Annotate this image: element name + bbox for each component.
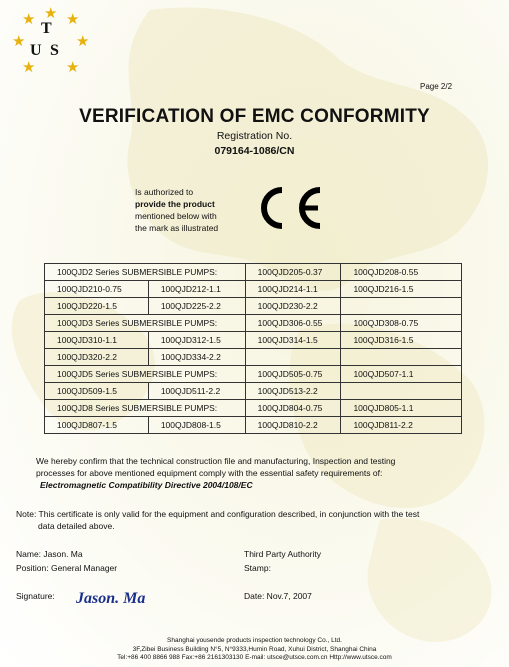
- table-cell: 100QJD807-1.5: [45, 417, 149, 434]
- authorization-line: the mark as illustrated: [135, 223, 219, 233]
- tus-logo: [8, 6, 92, 82]
- table-cell: 100QJD804-0.75: [245, 400, 341, 417]
- footer-address: 3F,Zibei Business Building N°5, N°9333,Humin Road, Xuhui District, Shanghai China: [132, 645, 377, 653]
- table-cell: 100QJD805-1.1: [341, 400, 462, 417]
- authorization-line: mentioned below with: [135, 211, 217, 221]
- certificate-title: VERIFICATION OF EMC CONFORMITY: [79, 106, 430, 127]
- ce-mark-icon: [250, 180, 330, 236]
- directive-reference: Electromagnetic Compatibility Directive 2004/108/EC: [40, 480, 253, 490]
- table-cell: 100QJD505-0.75: [245, 366, 341, 383]
- note-line: Note: This certificate is only valid for the equipment and configuration described, in conjunction with the test: [16, 509, 420, 519]
- product-table: [44, 263, 462, 434]
- table-cell: 100QJD214-1.1: [245, 281, 341, 298]
- table-row: [45, 349, 462, 366]
- authorization-line: Is authorized to: [135, 187, 194, 197]
- table-cell: 100QJD220-1.5: [45, 298, 149, 315]
- table-cell: 100QJD208-0.55: [341, 264, 462, 281]
- page-number: Page 2/2: [420, 82, 453, 91]
- registration-label: Registration No.: [216, 130, 293, 142]
- star-icon: ★: [12, 33, 26, 50]
- authority-label: Third Party Authority: [244, 549, 322, 559]
- table-row: [45, 281, 462, 298]
- table-row: [45, 400, 462, 417]
- confirmation-statement: [36, 455, 456, 491]
- table-cell: 100QJD316-1.5: [341, 332, 462, 349]
- footer-contact: Tel:+86 400 8866 988 Fax:+86 2161303130 E-mail: utsce@utsce.com.cn Http://www.utsce.com: [117, 654, 392, 661]
- table-row: [45, 315, 462, 332]
- table-cell: 100QJD314-1.5: [245, 332, 341, 349]
- logo-letter-s: S: [50, 42, 59, 59]
- table-row: [45, 298, 462, 315]
- logo-letter-u: U: [30, 42, 42, 59]
- issue-date: Date: Nov.7, 2007: [244, 591, 312, 601]
- series-header-cell: 100QJD8 Series SUBMERSIBLE PUMPS:: [45, 400, 246, 417]
- note-line: data detailed above.: [38, 521, 115, 531]
- table-cell: 100QJD225-2.2: [148, 298, 245, 315]
- handwritten-signature: Jason. Ma: [76, 590, 146, 607]
- star-icon: ★: [76, 33, 90, 50]
- table-row: [45, 366, 462, 383]
- table-cell: 100QJD811-2.2: [341, 417, 462, 434]
- table-cell: 100QJD312-1.5: [148, 332, 245, 349]
- signature-label: Signature:: [16, 591, 55, 601]
- table-row: [45, 417, 462, 434]
- table-cell: 100QJD320-2.2: [45, 349, 149, 366]
- star-icon: ★: [22, 59, 36, 76]
- star-icon: ★: [66, 59, 80, 76]
- signatory-position: Position: General Manager: [16, 563, 118, 573]
- series-header-cell: 100QJD3 Series SUBMERSIBLE PUMPS:: [45, 315, 246, 332]
- star-icon: ★: [66, 11, 80, 28]
- table-cell: 100QJD210-0.75: [45, 281, 149, 298]
- table-cell: 100QJD212-1.1: [148, 281, 245, 298]
- star-icon: ★: [44, 5, 58, 22]
- authorization-line: provide the product: [135, 199, 215, 209]
- table-cell: 100QJD334-2.2: [148, 349, 245, 366]
- registration-number: 079164-1086/CN: [214, 145, 295, 157]
- stamp-label: Stamp:: [244, 563, 271, 573]
- validity-note: [16, 508, 466, 532]
- footer-company: Shanghai yousende products inspection technology Co., Ltd.: [167, 637, 342, 644]
- authorization-text: [135, 186, 218, 234]
- footer: [0, 637, 509, 663]
- table-cell: [245, 349, 341, 366]
- series-header-cell: 100QJD2 Series SUBMERSIBLE PUMPS:: [45, 264, 246, 281]
- table-cell: 100QJD507-1.1: [341, 366, 462, 383]
- table-cell: 100QJD511-2.2: [148, 383, 245, 400]
- logo-letter-t: T: [41, 20, 52, 37]
- table-cell: 100QJD310-1.1: [45, 332, 149, 349]
- table-cell: 100QJD205-0.37: [245, 264, 341, 281]
- series-header-cell: 100QJD5 Series SUBMERSIBLE PUMPS:: [45, 366, 246, 383]
- table-cell: 100QJD808-1.5: [148, 417, 245, 434]
- table-cell: 100QJD306-0.55: [245, 315, 341, 332]
- table-cell: 100QJD230-2.2: [245, 298, 341, 315]
- confirmation-line: We hereby confirm that the technical construction file and manufacturing, Inspection and testing: [36, 456, 396, 466]
- table-cell: 100QJD810-2.2: [245, 417, 341, 434]
- table-cell: [341, 349, 462, 366]
- table-cell: 100QJD308-0.75: [341, 315, 462, 332]
- table-cell: 100QJD513-2.2: [245, 383, 341, 400]
- table-cell: [341, 298, 462, 315]
- confirmation-line: processes for above mentioned equipment comply with the essential safety requirements of:: [36, 468, 383, 478]
- signatory-name: Name: Jason. Ma: [16, 549, 83, 559]
- table-row: [45, 383, 462, 400]
- table-cell: 100QJD216-1.5: [341, 281, 462, 298]
- table-cell: [341, 383, 462, 400]
- table-cell: 100QJD509-1.5: [45, 383, 149, 400]
- star-icon: ★: [22, 11, 36, 28]
- table-row: [45, 264, 462, 281]
- table-row: [45, 332, 462, 349]
